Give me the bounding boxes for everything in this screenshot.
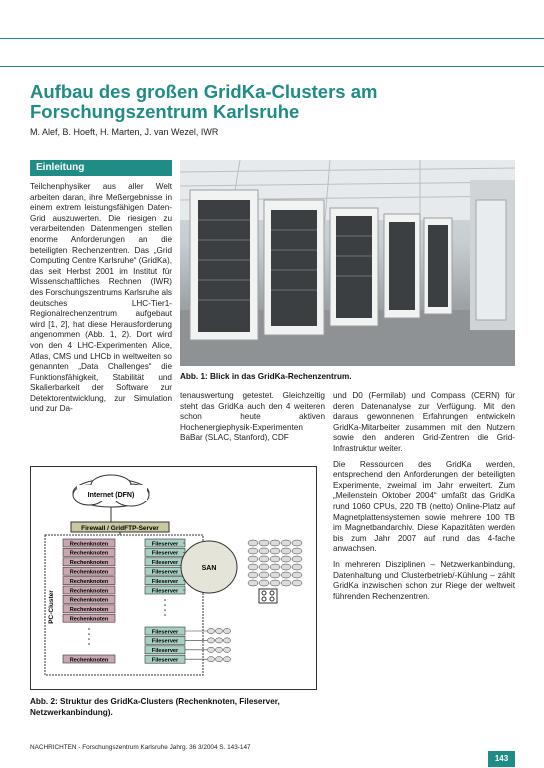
disk-icon (281, 548, 291, 554)
fileserver-label: Fileserver (151, 569, 179, 576)
fileserver-label: Fileserver (151, 629, 179, 636)
fileserver-label: Fileserver (151, 550, 179, 557)
firewall-label: Firewall / GridFTP-Server (81, 525, 159, 532)
disk-icon (248, 548, 258, 554)
disk-icon (259, 564, 269, 570)
section-heading: Einleitung (30, 160, 172, 176)
san-label: SAN (201, 565, 217, 572)
disk-icon (270, 580, 280, 586)
disk-icon (223, 628, 230, 633)
disk-icon (248, 540, 258, 546)
tape-library-icon (259, 589, 277, 603)
compute-node-label: Rechenknoten (69, 541, 109, 548)
ellipsis-dot (88, 628, 90, 630)
ellipsis-dot (164, 604, 166, 606)
disk-icon (248, 580, 258, 586)
compute-node-label: Rechenknoten (69, 560, 109, 567)
disk-icon (270, 572, 280, 578)
body-paragraph: und D0 (Fermilab) und Compass (CERN) für deren Datenanalyse zur Verfügung. Mit den daraus gewonnenen Erfahrungen entwickeln GridKa-Mitarbeiter zusammen mit den Nutzern sowie den anderen Grid-Zentren die Grid-Infrastruktur weiter. (333, 391, 515, 453)
header-rule-top (0, 38, 544, 39)
disk-icon (248, 556, 258, 562)
ellipsis-dot (88, 638, 90, 640)
figure-2-caption: Abb. 2: Struktur des GridKa-Clusters (Rechenknoten, Fileserver, Netzwerkanbindung). (30, 697, 280, 717)
disk-icon (248, 572, 258, 578)
disk-icon (292, 540, 302, 546)
cluster-diagram-svg (31, 467, 316, 689)
disk-icon (259, 572, 269, 578)
figure-1-caption: Abb. 1: Blick in das GridKa-Rechenzentrum. (180, 372, 352, 381)
disk-icon (223, 657, 230, 662)
disk-icon (259, 540, 269, 546)
article-authors: M. Alef, B. Hoeft, H. Marten, J. van Wezel, IWR (30, 127, 219, 137)
ellipsis-dot (164, 599, 166, 601)
disk-icon (215, 628, 222, 633)
cluster-diagram (30, 466, 317, 690)
ellipsis-dot (88, 633, 90, 635)
disk-icon (292, 564, 302, 570)
compute-node-label: Rechenknoten (69, 616, 109, 623)
body-column-1 (30, 182, 172, 420)
fileserver-label: Fileserver (151, 578, 179, 585)
disk-icon (281, 580, 291, 586)
disk-icon (259, 556, 269, 562)
page-footer: NACHRICHTEN - Forschungszentrum Karlsruhe Jahrg. 36 3/2004 S. 143-147 (30, 744, 251, 751)
fileserver-label: Fileserver (151, 588, 179, 595)
disk-icon (292, 580, 302, 586)
disk-icon (270, 540, 280, 546)
internet-label: Internet (DFN) (87, 492, 135, 499)
disk-icon (259, 580, 269, 586)
compute-node-label: Rechenknoten (69, 588, 109, 595)
ellipsis-dot (164, 614, 166, 616)
disk-icon (292, 572, 302, 578)
datacenter-photo (180, 160, 515, 366)
disk-icon (223, 647, 230, 652)
ellipsis-dot (164, 609, 166, 611)
compute-node-label: Rechenknoten (69, 597, 109, 604)
body-column-2 (180, 391, 325, 449)
ellipsis-dot (88, 643, 90, 645)
article-title: Aufbau des großen GridKa-Clusters am Forschungszentrum Karlsruhe (30, 81, 378, 122)
disk-icon (207, 638, 214, 643)
disk-icon (270, 548, 280, 554)
compute-node-label: Rechenknoten (69, 607, 109, 614)
header-rule-bottom (0, 66, 544, 67)
disk-arrays (248, 540, 302, 586)
disk-icon (259, 548, 269, 554)
disk-icon (292, 556, 302, 562)
disk-icon (248, 564, 258, 570)
page-number: 143 (488, 751, 515, 767)
compute-node-label: Rechenknoten (69, 550, 109, 557)
body-paragraph: tenauswertung getestet. Gleichzeitig steht das GridKa auch den 4 weiteren schon heute aktiven Hochenergiephysik-Experimenten BaBar (SLAC, Stanford), CDF (180, 391, 325, 443)
disk-icon (281, 564, 291, 570)
fileserver-label: Fileserver (151, 657, 179, 664)
disk-icon (207, 628, 214, 633)
disk-icon (270, 556, 280, 562)
fileserver-label: Fileserver (151, 560, 179, 567)
fileserver-label: Fileserver (151, 541, 179, 548)
disk-icon (281, 572, 291, 578)
disk-icon (215, 638, 222, 643)
body-column-3 (333, 391, 515, 607)
disk-icon (223, 638, 230, 643)
compute-node-label: Rechenknoten (69, 569, 109, 576)
fileserver-label: Fileserver (151, 638, 179, 645)
pc-cluster-label: PC-Cluster (48, 590, 55, 624)
disk-icon (207, 657, 214, 662)
disk-icon (215, 657, 222, 662)
body-paragraph: Teilchenphysiker aus aller Welt arbeiten daran, ihre Meßergebnisse in einem extrem leistungsfähigen Daten-Grid auszuwerten. Die riesigen zu verarbeitenden Datenmengen stellen enorme Anforderungen an die beteiligten Rechenzentren. Das „Grid Computing Centre Karlsruhe“ (GridKa), das seit Herbst 2001 im Institut für Wissenschaftliches Rechnen (IWR) des Forschungszentrums Karlsruhe als deutsches LHC-Tier1-Regionalrechenzentrum aufgebaut wird [1, 2], hat diese Herausforderung angenommen (Abb. 1, 2). Dort wird von den 4 LHC-Experimenten Alice, Atlas, CMS und LHCb in weltweiten so genannten „Data Challenges“ die Funktionsfähigkeit, Stabilität und Skalierbarkeit der Software zur Detektorentwicklung, zur Simulation und zur Da- (30, 182, 172, 414)
compute-node-label: Rechenknoten (69, 657, 109, 664)
disk-icon (207, 647, 214, 652)
disk-icon (270, 564, 280, 570)
body-paragraph: In mehreren Disziplinen – Netzwerkanbindung, Datenhaltung und Clusterbetrieb/-Kühlung – zählt GridKa inzwischen schon zur Riege der weltweit führenden Rechenzentren. (333, 559, 515, 601)
compute-node-label: Rechenknoten (69, 578, 109, 585)
disk-icon (215, 647, 222, 652)
datacenter-photo-drawing (180, 160, 515, 366)
disk-icon (292, 548, 302, 554)
disk-icon (281, 540, 291, 546)
body-paragraph: Die Ressourcen des GridKa werden, entsprechend den Anforderungen der beteiligten Experimente, zweimal im Jahr erweitert. Zum „Meilenstein Oktober 2004“ umfaßt das GridKa rund 1060 CPUs, 220 TB (netto) Online-Platz auf Magnetplattensystemen sowie mehrere 100 TB im Magnetbandarchiv. Diese Kapazitäten werden bis zum Jahr 2007 auf rund das 4-fache anwachsen. (333, 459, 515, 554)
fileserver-label: Fileserver (151, 648, 179, 655)
disk-icon (281, 556, 291, 562)
